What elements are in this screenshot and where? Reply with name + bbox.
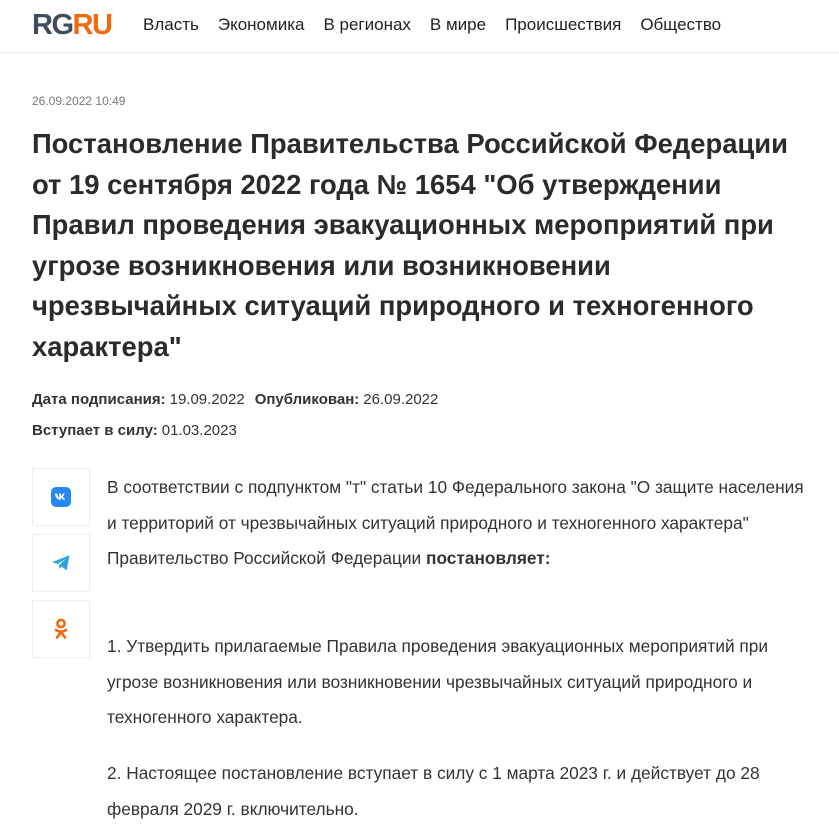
- nav-item-world[interactable]: В мире: [429, 15, 487, 34]
- share-vk-button[interactable]: [32, 468, 90, 526]
- nav-item-economy[interactable]: Экономика: [217, 15, 305, 34]
- article-paragraph-3: 2. Настоящее постановление вступает в силу с 1 марта 2023 г. и действует до 28 февраля 2029 г. включительно.: [107, 763, 760, 819]
- effective-value: 01.03.2023: [161, 422, 237, 439]
- nav-item-society[interactable]: Общество: [640, 15, 722, 34]
- odnoklassniki-icon: [54, 618, 68, 640]
- main-nav: [143, 13, 740, 37]
- signed-value: 19.09.2022: [169, 391, 245, 408]
- effective-label: Вступает в силу:: [32, 422, 158, 439]
- article-meta-effective: [32, 422, 237, 439]
- article-title: Постановление Правительства Российской Федерации от 19 сентября 2022 года № 1654 "Об утверждении Правил проведения эвакуационных мероприятий при угрозе возникновения или возникновении чрезвычайных ситуаций природного и техногенного характера": [32, 128, 788, 362]
- telegram-icon: [51, 554, 71, 572]
- signed-label: Дата подписания:: [32, 391, 166, 408]
- article-paragraph-2: 1. Утвердить прилагаемые Правила проведения эвакуационных мероприятий при угрозе возникновения или возникновении чрезвычайных ситуаций природного и техногенного характера.: [107, 636, 769, 727]
- vk-icon: [51, 487, 71, 507]
- site-logo[interactable]: RGRU: [32, 9, 112, 41]
- site-header: [0, 0, 839, 50]
- paragraph-1-bold: постановляет:: [426, 548, 551, 568]
- published-value: 26.09.2022: [363, 391, 439, 408]
- nav-item-power[interactable]: Власть: [143, 15, 199, 34]
- article-meta-dates: [32, 391, 438, 408]
- nav-item-regions[interactable]: В регионах: [323, 15, 411, 34]
- article-date: 26.09.2022 10:49: [32, 94, 126, 108]
- header-divider: [0, 52, 839, 53]
- nav-item-incidents[interactable]: Происшествия: [505, 15, 622, 34]
- published-label: Опубликован:: [254, 391, 360, 408]
- article-paragraph-1: В соответствии с подпунктом "т" статьи 10 Федерального закона "О защите населения и территорий от чрезвычайных ситуаций природного и техногенного характера" Правительство Российской Федерации постановляет:: [107, 477, 804, 568]
- share-telegram-button[interactable]: [32, 534, 90, 592]
- share-odnoklassniki-button[interactable]: [32, 600, 90, 658]
